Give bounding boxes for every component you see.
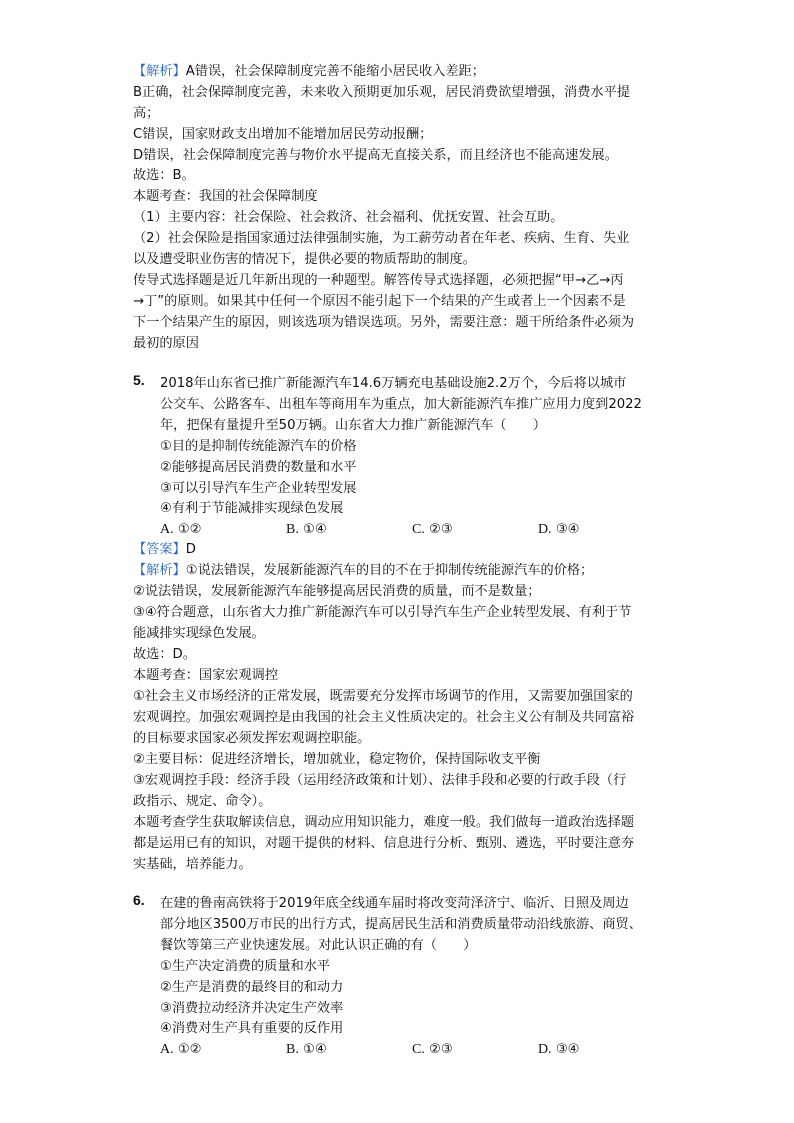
option-d[interactable]: D. ③④ bbox=[538, 522, 580, 537]
statement-item: ③可以引导汽车生产企业转型发展 bbox=[160, 481, 357, 496]
question-stem-line: 年，把保有量提升至50万辆。山东省大力推广新能源汽车（ ） bbox=[160, 418, 547, 433]
topic-line: 本题考查：国家宏观调控 bbox=[133, 668, 279, 683]
option-c[interactable]: C. ②③ bbox=[412, 1042, 453, 1057]
analysis-tag: 【解析】 bbox=[133, 563, 186, 578]
question-stem-line: 在建的鲁南高铁将于2019年底全线通车届时将改变菏泽济宁、临沂、日照及周边 bbox=[160, 896, 629, 911]
analysis-line: 以及遭受职业伤害的情况下，提供必要的物质帮助的制度。 bbox=[133, 252, 476, 267]
analysis-line: 都是运用已有的知识，对题干提供的材料、信息进行分析、甄别、遴选，平时要注意夯 bbox=[133, 836, 635, 851]
question-stem-line: 2018年山东省已推广新能源汽车14.6万辆充电基础设施2.2万个，今后将以城市 bbox=[160, 376, 627, 391]
question-stem-line: 餐饮等第三产业快速发展。对此认识正确的有（ ） bbox=[160, 938, 477, 953]
analysis-line: B正确，社会保障制度完善，未来收入预期更加乐观，居民消费欲望增强，消费水平提 bbox=[133, 85, 630, 100]
analysis-line: 本题考查学生获取解读信息，调动应用知识能力，难度一般。我们做每一道政治选择题 bbox=[133, 815, 635, 830]
question-number: 5. bbox=[133, 372, 145, 388]
answer-value: D bbox=[185, 542, 196, 557]
statement-item: ②生产是消费的最终目的和动力 bbox=[160, 980, 344, 995]
statement-item: ③消费拉动经济并决定生产效率 bbox=[160, 1001, 344, 1016]
answer-choice-line: 故选：B。 bbox=[133, 168, 195, 183]
option-b[interactable]: B. ①④ bbox=[286, 1042, 327, 1057]
analysis-line: 实基础，培养能力。 bbox=[133, 857, 252, 872]
analysis-line: 【解析】①说法错误，发展新能源汽车的目的不在于抑制传统能源汽车的价格； bbox=[133, 563, 594, 578]
analysis-line: 【解析】A错误，社会保障制度完善不能缩小居民收入差距； bbox=[133, 64, 485, 79]
answer-choice-line: 故选：D。 bbox=[133, 647, 196, 662]
analysis-line: D错误，社会保障制度完善与物价水平提高无直接关系，而且经济也不能高速发展。 bbox=[133, 148, 618, 163]
analysis-line: →丁”的原则。如果其中任何一个原因不能引起下一个结果的产生或者上一个因素不是 bbox=[133, 294, 626, 309]
analysis-line: C错误，国家财政支出增加不能增加居民劳动报酬； bbox=[133, 127, 433, 142]
statement-item: ④有利于节能减排实现绿色发展 bbox=[160, 501, 344, 516]
analysis-line: 宏观调控。加强宏观调控是由我国的社会主义性质决定的。社会主义公有制及共同富裕 bbox=[133, 710, 635, 725]
option-c[interactable]: C. ②③ bbox=[412, 522, 453, 537]
option-d[interactable]: D. ③④ bbox=[538, 1042, 580, 1057]
analysis-line: 最初的原因 bbox=[133, 336, 199, 351]
analysis-line: ③宏观调控手段：经济手段（运用经济政策和计划）、法律手段和必要的行政手段（行 bbox=[133, 773, 627, 788]
analysis-line: 传导式选择题是近几年新出现的一种题型。解答传导式选择题，必须把握“甲→乙→丙 bbox=[133, 273, 624, 288]
question-stem-line: 公交车、公路客车、出租车等商用车为重点，加大新能源汽车推广应用力度到2022 bbox=[160, 397, 642, 412]
analysis-line: ③④符合题意，山东省大力推广新能源汽车可以引导汽车生产企业转型发展、有利于节 bbox=[133, 605, 632, 620]
statement-item: ①生产决定消费的质量和水平 bbox=[160, 959, 331, 974]
analysis-line: （1）主要内容：社会保险、社会救济、社会福利、优抚安置、社会互助。 bbox=[133, 210, 564, 225]
analysis-line: 下一个结果产生的原因，则该选项为错误选项。另外，需要注意：题干所给条件必须为 bbox=[133, 315, 635, 330]
statement-item: ②能够提高居民消费的数量和水平 bbox=[160, 460, 357, 475]
statement-item: ④消费对生产具有重要的反作用 bbox=[160, 1021, 344, 1036]
answer-tag: 【答案】 bbox=[133, 542, 186, 557]
analysis-line: （2）社会保险是指国家通过法律强制实施，为工薪劳动者在年老、疾病、生育、失业 bbox=[133, 231, 630, 246]
statement-item: ①目的是抑制传统能源汽车的价格 bbox=[160, 439, 357, 454]
analysis-line: 高； bbox=[133, 106, 160, 121]
question-number: 6. bbox=[133, 892, 145, 908]
question-stem-line: 部分地区3500万市民的出行方式，提高居民生活和消费质量带动沿线旅游、商贸、 bbox=[160, 917, 642, 932]
analysis-line: 政指示、规定、命令）。 bbox=[133, 794, 272, 809]
topic-line: 本题考查：我国的社会保障制度 bbox=[133, 189, 318, 204]
analysis-tag: 【解析】 bbox=[133, 64, 186, 79]
analysis-line: ②说法错误，发展新能源汽车能够提高居民消费的质量，而不是数量； bbox=[133, 584, 541, 599]
option-b[interactable]: B. ①④ bbox=[286, 522, 327, 537]
analysis-line: 能减排实现绿色发展。 bbox=[133, 626, 265, 641]
analysis-line: 的目标要求国家必须发挥宏观调控职能。 bbox=[133, 731, 371, 746]
analysis-line: ①社会主义市场经济的正常发展，既需要充分发挥市场调节的作用，又需要加强国家的 bbox=[133, 689, 633, 704]
option-a[interactable]: A. ①② bbox=[160, 522, 202, 537]
option-a[interactable]: A. ①② bbox=[160, 1042, 202, 1057]
answer-line bbox=[133, 539, 196, 560]
analysis-line: ②主要目标：促进经济增长，增加就业，稳定物价，保持国际收支平衡 bbox=[133, 752, 541, 767]
